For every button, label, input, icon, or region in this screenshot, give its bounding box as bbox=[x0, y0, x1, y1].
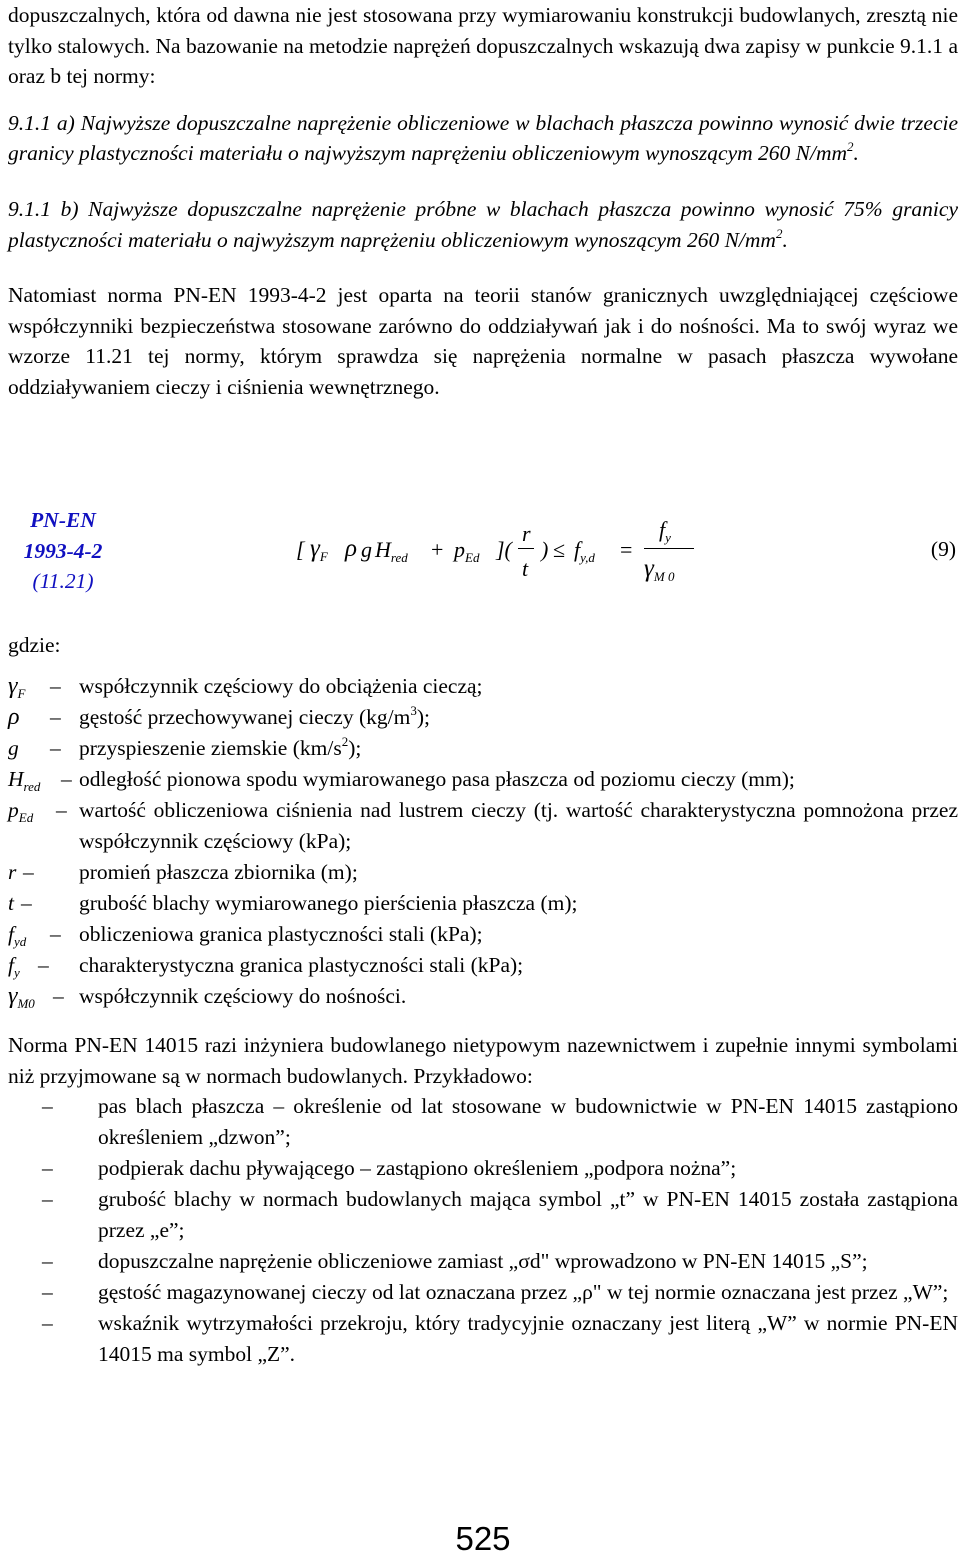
clause-a-sup: 2 bbox=[847, 139, 854, 155]
list-item bbox=[8, 1277, 958, 1308]
label-part: 1993-4-2 bbox=[23, 538, 103, 563]
sym-f: f bbox=[8, 953, 14, 977]
definition-symbol bbox=[8, 857, 78, 888]
formula-leq: ≤ bbox=[553, 537, 566, 562]
sym-sub: red bbox=[23, 779, 41, 794]
definition-symbol bbox=[8, 919, 78, 950]
page-number: 525 bbox=[455, 1520, 511, 1557]
intro-section bbox=[8, 0, 958, 403]
definition-symbol bbox=[8, 733, 78, 764]
sub-red: red bbox=[390, 550, 408, 565]
definition-dash: – bbox=[56, 798, 67, 822]
sym-p: p bbox=[8, 798, 19, 822]
clause-b-text: 9.1.1 b) Najwyższe dopuszczalne naprężenie próbne w blachach płaszcza powinno wynosić 75% granicy plastyczności materiału o najwyższym naprężeniu obliczeniowym wynoszącym 260 N/mm bbox=[8, 196, 958, 252]
definition-row bbox=[8, 733, 958, 764]
formula-lbracket: [ bbox=[296, 537, 305, 562]
def-text-main: przyspieszenie ziemskie (km/s bbox=[79, 736, 342, 760]
def-sup: 2 bbox=[341, 734, 349, 749]
f-symbol: f bbox=[574, 537, 581, 562]
closing-section bbox=[8, 1030, 958, 1370]
clause-a-end: . bbox=[853, 141, 859, 166]
label-equation-ref: (11.21) bbox=[32, 569, 94, 593]
sym-gamma: γ bbox=[8, 983, 18, 1009]
p-symbol: p bbox=[454, 537, 465, 562]
formula-g: g bbox=[361, 537, 372, 562]
fraction-bar-r-t bbox=[518, 548, 534, 549]
formula-gamma-F bbox=[310, 535, 328, 563]
label-standard: PN-EN bbox=[30, 508, 96, 532]
def-text-end: ); bbox=[416, 705, 430, 729]
list-item bbox=[8, 1091, 958, 1153]
sym-r: r bbox=[8, 860, 17, 884]
formula-H-red bbox=[375, 537, 408, 563]
list-item-text: pas blach płaszcza – określenie od lat stosowane w budownictwie w PN-EN 14015 zastąpiono określeniem „dzwon”; bbox=[98, 1094, 958, 1150]
definition-row bbox=[8, 888, 958, 919]
formula-source-label bbox=[8, 505, 118, 597]
formula-block bbox=[8, 505, 958, 605]
definition-text: współczynnik częściowy do nośności. bbox=[79, 984, 407, 1008]
formula-p-Ed bbox=[454, 537, 479, 563]
definitions-header: gdzie: bbox=[8, 633, 61, 657]
fraction-bar-fy-gamma bbox=[644, 548, 694, 549]
formula-r: r bbox=[522, 521, 531, 546]
definition-row bbox=[8, 919, 958, 950]
definition-row bbox=[8, 764, 958, 795]
H-symbol: H bbox=[375, 537, 391, 562]
definition-symbol bbox=[8, 671, 78, 702]
clause-a-text: 9.1.1 a) Najwyższe dopuszczalne naprężenie obliczeniowe w blachach płaszcza powinno wynosić dwie trzecie granicy plastyczności materiału o najwyższym naprężeniu obliczeniowym wynoszącym 260 N/mm bbox=[8, 110, 958, 166]
sym-rho: ρ bbox=[8, 704, 20, 730]
definition-text: grubość blachy wymiarowanego pierścienia płaszcza (m); bbox=[79, 891, 578, 915]
definition-text: wartość obliczeniowa ciśnienia nad lustrem cieczy (tj. wartość charakterystyczna pomnożona przez współczynnik częściowy (kPa); bbox=[79, 798, 958, 853]
den-gamma: γ bbox=[644, 555, 654, 582]
sym-g: g bbox=[8, 736, 19, 760]
list-item-text: gęstość magazynowanej cieczy od lat oznaczana przez „ρ" w tej normie oznaczana jest przez „W”; bbox=[98, 1280, 949, 1305]
definitions-section bbox=[8, 630, 958, 1012]
sub-F: F bbox=[319, 549, 328, 564]
definition-dash: – bbox=[50, 922, 61, 946]
formula-num-fy bbox=[659, 517, 671, 543]
formula-bracket-paren: ]( bbox=[496, 537, 512, 562]
list-item-text: wskaźnik wytrzymałości przekroju, który tradycyjnie oznaczany jest literą „W” w normie PN-EN 14015 ma symbol „Z”. bbox=[98, 1311, 958, 1367]
formula-t: t bbox=[522, 556, 529, 581]
definition-text: obliczeniowa granica plastyczności stali (kPa); bbox=[79, 922, 483, 946]
sym-gamma: γ bbox=[8, 673, 18, 699]
list-item bbox=[8, 1153, 958, 1184]
list-item bbox=[8, 1184, 958, 1246]
definition-row bbox=[8, 950, 958, 981]
formula-rparen: ) bbox=[541, 537, 549, 562]
definition-row bbox=[8, 857, 958, 888]
limit-state-text: Natomiast norma PN-EN 1993-4-2 jest oparta na teorii stanów granicznych uwzględniającej częściowe współczynniki bezpieczeństwa stosowane zarówno do oddziaływań jak i do nośności. Ma to swój wyraz we wzorze 11.21 tej normy, którym sprawdza się naprężenia normalne w pasach płaszcza wywołane oddziaływaniem cieczy i ciśnienia wewnętrznego. bbox=[8, 283, 958, 399]
definition-dash: – bbox=[23, 860, 34, 884]
list-item-text: dopuszczalne naprężenie obliczeniowe zamiast „σd" wprowadzono w PN-EN 14015 „S”; bbox=[98, 1249, 868, 1274]
sym-sub: M0 bbox=[17, 996, 35, 1011]
sym-H: H bbox=[8, 767, 24, 791]
sym-sub: F bbox=[17, 686, 26, 701]
definition-dash: – bbox=[38, 953, 49, 977]
gamma-symbol: γ bbox=[310, 535, 320, 562]
definition-symbol bbox=[8, 888, 78, 919]
definition-text bbox=[79, 733, 958, 764]
den-sub-M0: M 0 bbox=[653, 569, 675, 584]
definition-text: charakterystyczna granica plastyczności stali (kPa); bbox=[79, 953, 524, 977]
sub-yd: y,d bbox=[580, 550, 595, 565]
formula-den-gamma-M0 bbox=[644, 555, 674, 583]
limit-state-paragraph bbox=[8, 280, 958, 402]
definition-dash: – bbox=[50, 705, 61, 729]
list-item-text: podpierak dachu pływającego – zastąpiono określeniem „podpora nożna”; bbox=[98, 1156, 737, 1181]
list-item bbox=[8, 1246, 958, 1277]
clause-9-1-1-b bbox=[8, 194, 958, 255]
def-sup: 3 bbox=[410, 703, 417, 718]
definition-symbol bbox=[8, 795, 78, 826]
bullet-dash: – bbox=[42, 1280, 53, 1305]
intro-paragraph bbox=[8, 0, 958, 92]
definition-dash: – bbox=[61, 767, 72, 791]
bullet-dash: – bbox=[42, 1156, 53, 1181]
definition-dash: – bbox=[50, 674, 61, 698]
formula-rho bbox=[345, 535, 357, 563]
clause-9-1-1-a bbox=[8, 108, 958, 169]
definition-row bbox=[8, 795, 958, 857]
formula-equals: = bbox=[620, 537, 633, 562]
def-text-main: gęstość przechowywanej cieczy (kg/m bbox=[79, 705, 411, 729]
list-item bbox=[8, 1308, 958, 1370]
bullet-dash: – bbox=[42, 1094, 53, 1119]
definition-dash: – bbox=[21, 891, 32, 915]
sym-sub: y bbox=[13, 965, 20, 980]
definition-text: współczynnik częściowy do obciążenia cieczą; bbox=[79, 674, 483, 698]
rho-symbol: ρ bbox=[345, 535, 357, 562]
formula-plus: + bbox=[431, 537, 444, 562]
definition-text: promień płaszcza zbiornika (m); bbox=[79, 860, 358, 884]
definition-text bbox=[79, 702, 958, 733]
bullet-dash: – bbox=[42, 1311, 53, 1336]
definition-row bbox=[8, 671, 958, 702]
clause-b-sup: 2 bbox=[775, 225, 783, 241]
sym-sub: yd bbox=[13, 934, 27, 949]
sub-Ed: Ed bbox=[465, 550, 480, 565]
definition-symbol bbox=[8, 981, 78, 1012]
bullet-dash: – bbox=[42, 1187, 53, 1212]
definition-row bbox=[8, 981, 958, 1012]
clause-b-end: . bbox=[782, 227, 788, 252]
definition-row bbox=[8, 702, 958, 733]
equation-number: (9) bbox=[930, 537, 956, 561]
def-text-end: ); bbox=[348, 736, 362, 760]
closing-paragraph: Norma PN-EN 14015 razi inżyniera budowlanego nietypowym nazewnictwem i zupełnie innymi symbolami niż przyjmowane są w normach budowlanych. Przykładowo: bbox=[8, 1033, 958, 1088]
sym-f: f bbox=[8, 922, 14, 946]
num-sub-y: y bbox=[665, 530, 671, 545]
list-item-text: grubość blachy w normach budowlanych mająca symbol „t” w PN-EN 14015 została zastąpiona przez „e”; bbox=[98, 1187, 958, 1243]
definition-dash: – bbox=[53, 984, 64, 1008]
definition-dash: – bbox=[50, 736, 61, 760]
intro-text: dopuszczalnych, która od dawna nie jest stosowana przy wymiarowaniu konstrukcji budowlanych, zresztą nie tylko stalowych. Na bazowanie na metodzie naprężeń dopuszczalnych wskazują dwa zapisy w punkcie 9.1.1 a oraz b tej normy: bbox=[8, 3, 958, 89]
bullet-dash: – bbox=[42, 1249, 53, 1274]
formula-f-yd bbox=[574, 537, 595, 563]
sym-t: t bbox=[8, 891, 14, 915]
num-f: f bbox=[659, 517, 666, 542]
definition-symbol bbox=[8, 702, 78, 733]
definition-text: odległość pionowa spodu wymiarowanego pasa płaszcza od poziomu cieczy (mm); bbox=[79, 767, 795, 791]
sym-sub: Ed bbox=[18, 810, 34, 825]
